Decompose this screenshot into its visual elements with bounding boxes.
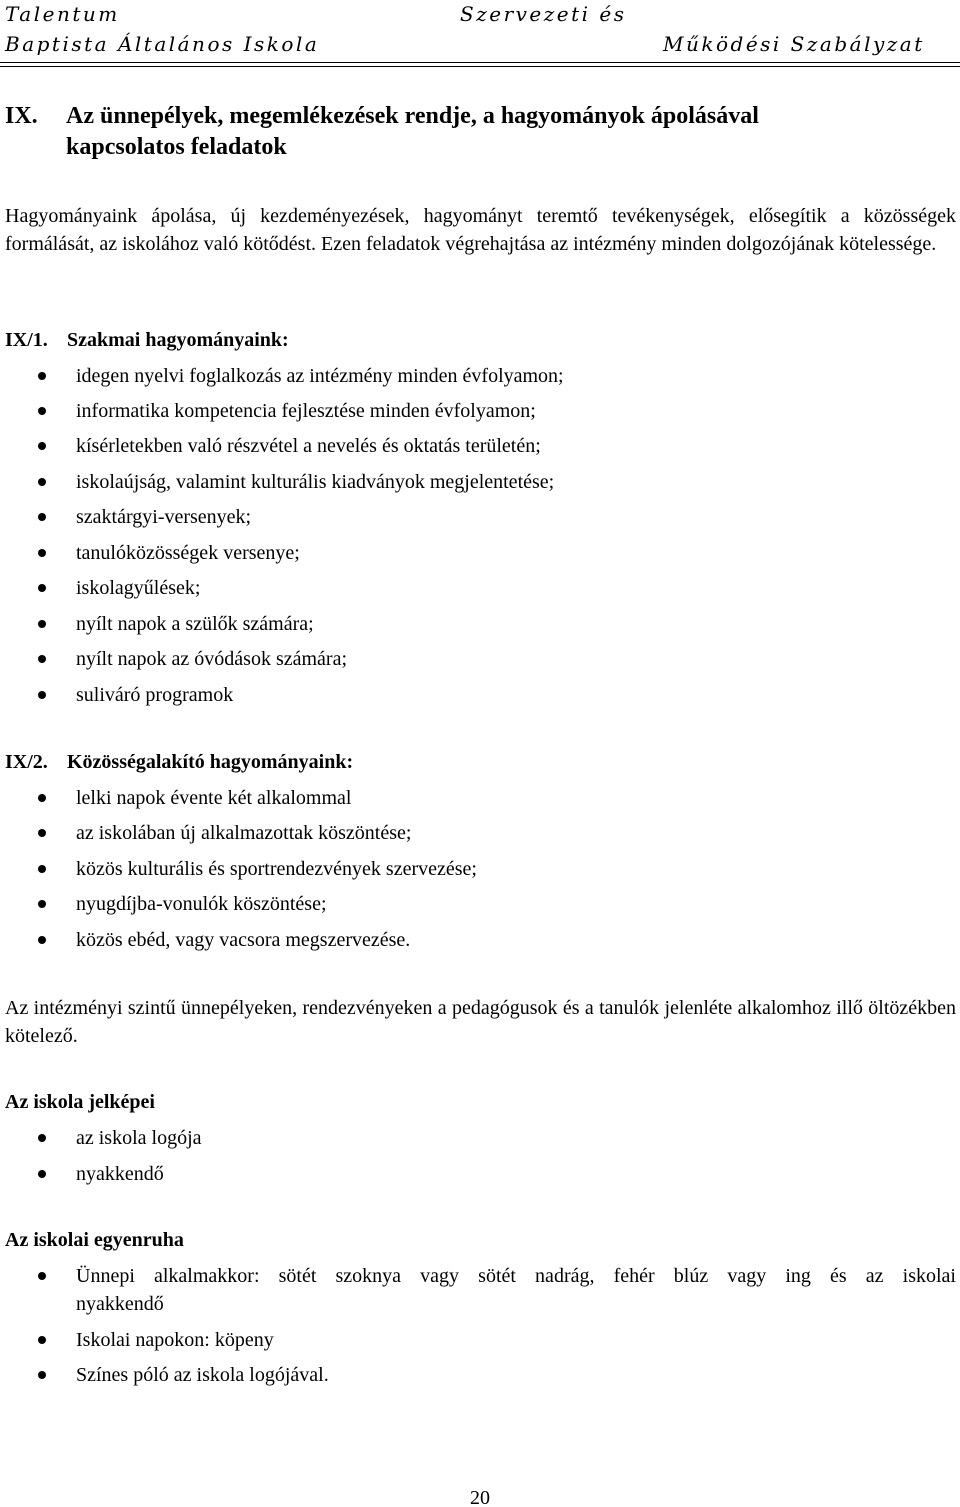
list-item: kísérletekben való részvétel a nevelés és oktatás területén; xyxy=(0,433,960,459)
bullet-icon xyxy=(38,829,46,837)
bullet-icon xyxy=(38,1272,46,1280)
bullet-icon xyxy=(38,900,46,908)
list-item: suliváró programok xyxy=(0,682,960,708)
header-right-line2: Működési Szabályzat xyxy=(663,32,925,56)
intro-paragraph: Hagyományaink ápolása, új kezdeményezések, hagyományt teremtő tevékenységek, elősegítik a közösségek formálását, az iskolához való kötődést. Ezen feladatok végrehajtása az intézmény minden dolgozójának kötelessége. xyxy=(5,205,956,255)
header-rule xyxy=(0,62,960,63)
list-item: iskolagyűlések; xyxy=(0,575,960,601)
list-item: tanulóközösségek versenye; xyxy=(0,540,960,566)
bullet-icon xyxy=(38,794,46,802)
bullet-icon xyxy=(38,865,46,873)
bullet-icon xyxy=(38,1371,46,1379)
list-item: nyílt napok az óvódások számára; xyxy=(0,646,960,672)
list-item: idegen nyelvi foglalkozás az intézmény minden évfolyamon; xyxy=(0,363,960,389)
attire-paragraph: Az intézményi szintű ünnepélyeken, rendezvényeken a pedagógusok és a tanulók jelenléte alkalomhoz illő öltözékben kötelező. xyxy=(5,997,956,1047)
section-title-line2: kapcsolatos feladatok xyxy=(66,134,287,160)
list-item: az iskolában új alkalmazottak köszöntése; xyxy=(0,820,960,846)
uniform-heading: Az iskolai egyenruha xyxy=(5,1229,184,1251)
list-item: Ünnepi alkalmakkor: sötét szoknya vagy sötét nadrág, fehér blúz vagy ing és az iskolai xyxy=(0,1263,960,1289)
list-item-continuation: nyakkendő xyxy=(76,1293,164,1315)
list-item: informatika kompetencia fejlesztése minden évfolyamon; xyxy=(0,398,960,424)
symbols-heading: Az iskola jelképei xyxy=(5,1091,155,1113)
list-item: Iskolai napokon: köpeny xyxy=(0,1327,960,1353)
bullet-icon xyxy=(38,513,46,521)
bullet-icon xyxy=(38,620,46,628)
bullet-icon xyxy=(38,655,46,663)
bullet-icon xyxy=(38,442,46,450)
list-item: nyílt napok a szülők számára; xyxy=(0,611,960,637)
page-number: 20 xyxy=(470,1487,490,1507)
subsection2-number: IX/2. xyxy=(5,751,48,773)
list-item: iskolaújság, valamint kulturális kiadványok megjelentetése; xyxy=(0,469,960,495)
list-item: közös kulturális és sportrendezvények szervezése; xyxy=(0,856,960,882)
header-left-line1: Talentum xyxy=(5,2,120,26)
list-item: nyugdíjba-vonulók köszöntése; xyxy=(0,891,960,917)
subsection1-title: Szakmai hagyományaink: xyxy=(67,329,289,351)
bullet-icon xyxy=(38,1336,46,1344)
page-header xyxy=(0,0,960,66)
bullet-icon xyxy=(38,584,46,592)
bullet-icon xyxy=(38,1134,46,1142)
section-title-line1: Az ünnepélyek, megemlékezések rendje, a hagyományok ápolásával xyxy=(66,103,759,129)
header-left-line2: Baptista Általános Iskola xyxy=(5,32,320,56)
bullet-icon xyxy=(38,372,46,380)
bullet-icon xyxy=(38,407,46,415)
list-item: közös ebéd, vagy vacsora megszervezése. xyxy=(0,927,960,953)
bullet-icon xyxy=(38,691,46,699)
section-number: IX. xyxy=(5,103,38,129)
subsection1-number: IX/1. xyxy=(5,329,48,351)
list-item: nyakkendő xyxy=(0,1161,960,1187)
list-item: szaktárgyi-versenyek; xyxy=(0,504,960,530)
bullet-icon xyxy=(38,478,46,486)
header-right-line1: Szervezeti és xyxy=(460,2,627,26)
header-rule-thin xyxy=(0,66,960,67)
list-item: az iskola logója xyxy=(0,1125,960,1151)
subsection2-title: Közösségalakító hagyományaink: xyxy=(67,751,354,773)
bullet-icon xyxy=(38,549,46,557)
list-item: Színes póló az iskola logójával. xyxy=(0,1362,960,1388)
bullet-icon xyxy=(38,1170,46,1178)
bullet-icon xyxy=(38,936,46,944)
list-item: lelki napok évente két alkalommal xyxy=(0,785,960,811)
